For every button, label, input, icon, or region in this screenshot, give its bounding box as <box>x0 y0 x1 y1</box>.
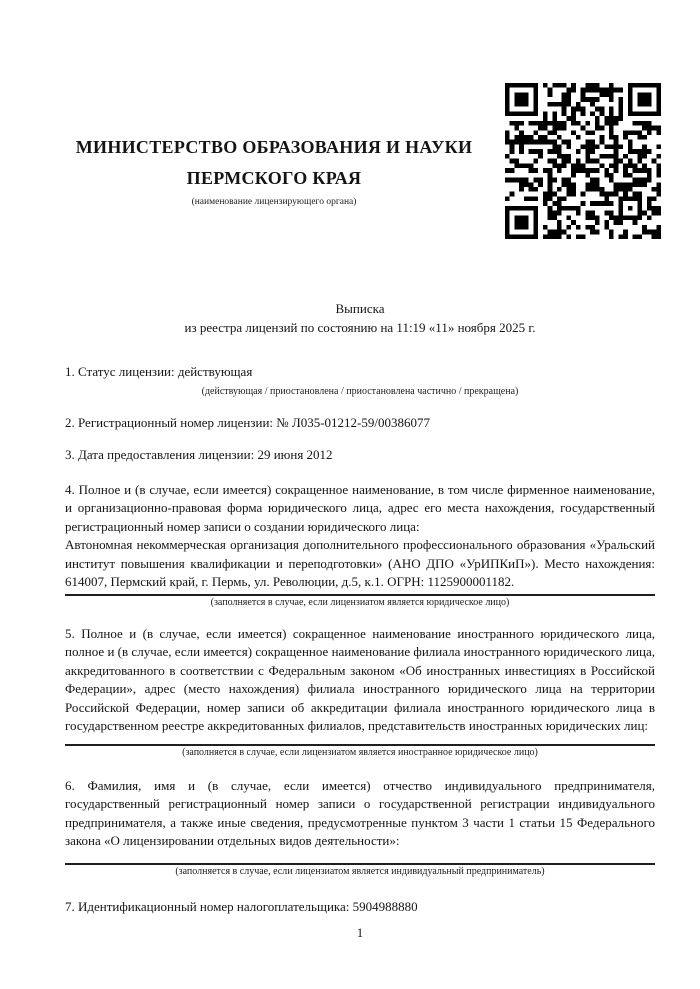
item-5-foreign-entity-label: 5. Полное и (в случае, если имеется) сокращенное наименование иностранного юридического лица, полное и (в случае, если имеется) сокращенное наименование филиала иностранного юридического лица, аккредитованного в соответствии с Федеральным законом «Об иностранных инвестициях в Российской Федерации», адрес (место нахождения) филиала иностранного юридического лица на территории Российской Федерации, номер записи об аккредитации филиала иностранного юридического лица в государственном реестре аккредитованных филиалов, представительств иностранных юридических лиц: <box>65 625 655 733</box>
item-4-legal-entity-note: (заполняется в случае, если лицензиатом является юридическое лицо) <box>210 596 510 608</box>
document-title-line1: Выписка <box>335 301 385 316</box>
ministry-name-line2: ПЕРМСКОГО КРАЯ <box>186 168 362 188</box>
document-body <box>65 300 655 916</box>
ministry-name-line1: МИНИСТЕРСТВО ОБРАЗОВАНИЯ И НАУКИ <box>75 137 473 157</box>
item-4-legal-entity-label: 4. Полное и (в случае, если имеется) сокращенное наименование, в том числе фирменное наименование, и организационно-правовая форма юридического лица, адрес его места нахождения, государственный регистрационный номер записи о создании юридического лица: <box>65 481 655 534</box>
item-7-taxpayer-number: 7. Идентификационный номер налогоплательщика: 5904988880 <box>65 898 418 914</box>
item-4-legal-entity-value: Автономная некоммерческая организация дополнительного профессионального образования «Уральский институт повышения квалификации и переподготовки» (АНО ДПО «УрИПКиП»). Место нахождения: 614007, Пермский край, г. Пермь, ул. Революции, д.5, к.1. ОГРН: 1125900001182. <box>65 537 655 589</box>
item-5-foreign-entity-note: (заполняется в случае, если лицензиатом является иностранное юридическое лицо) <box>182 746 538 758</box>
item-3-grant-date: 3. Дата предоставления лицензии: 29 июня 2012 <box>65 447 333 462</box>
item-6-entrepreneur-note: (заполняется в случае, если лицензиатом является индивидуальный предприниматель) <box>175 865 545 877</box>
licensing-authority-header <box>38 132 510 208</box>
item-2-registration-number: 2. Регистрационный номер лицензии: № Л035-01212-59/00386077 <box>65 414 431 430</box>
qr-code <box>505 83 661 239</box>
ministry-caption: (наименование лицензирующего органа) <box>191 197 357 207</box>
item-6-entrepreneur-label: 6. Фамилия, имя и (в случае, если имеется) отчество индивидуального предпринимателя, государственный регистрационный номер записи о государственной регистрации индивидуального предпринимателя, а также иные сведения, предусмотренные пунктом 3 части 1 статьи 15 Федерального закона «О лицензировании отдельных видов деятельности»: <box>65 777 655 848</box>
item-1-license-status: 1. Статус лицензии: действующая <box>65 364 253 379</box>
document-title <box>65 300 655 337</box>
page-number: 1 <box>356 926 364 940</box>
document-title-line2: из реестра лицензий по состоянию на 11:19 «11» ноября 2025 г. <box>184 319 536 335</box>
item-1-status-options-note: (действующая / приостановлена / приостановлена частично / прекращена) <box>201 385 519 397</box>
